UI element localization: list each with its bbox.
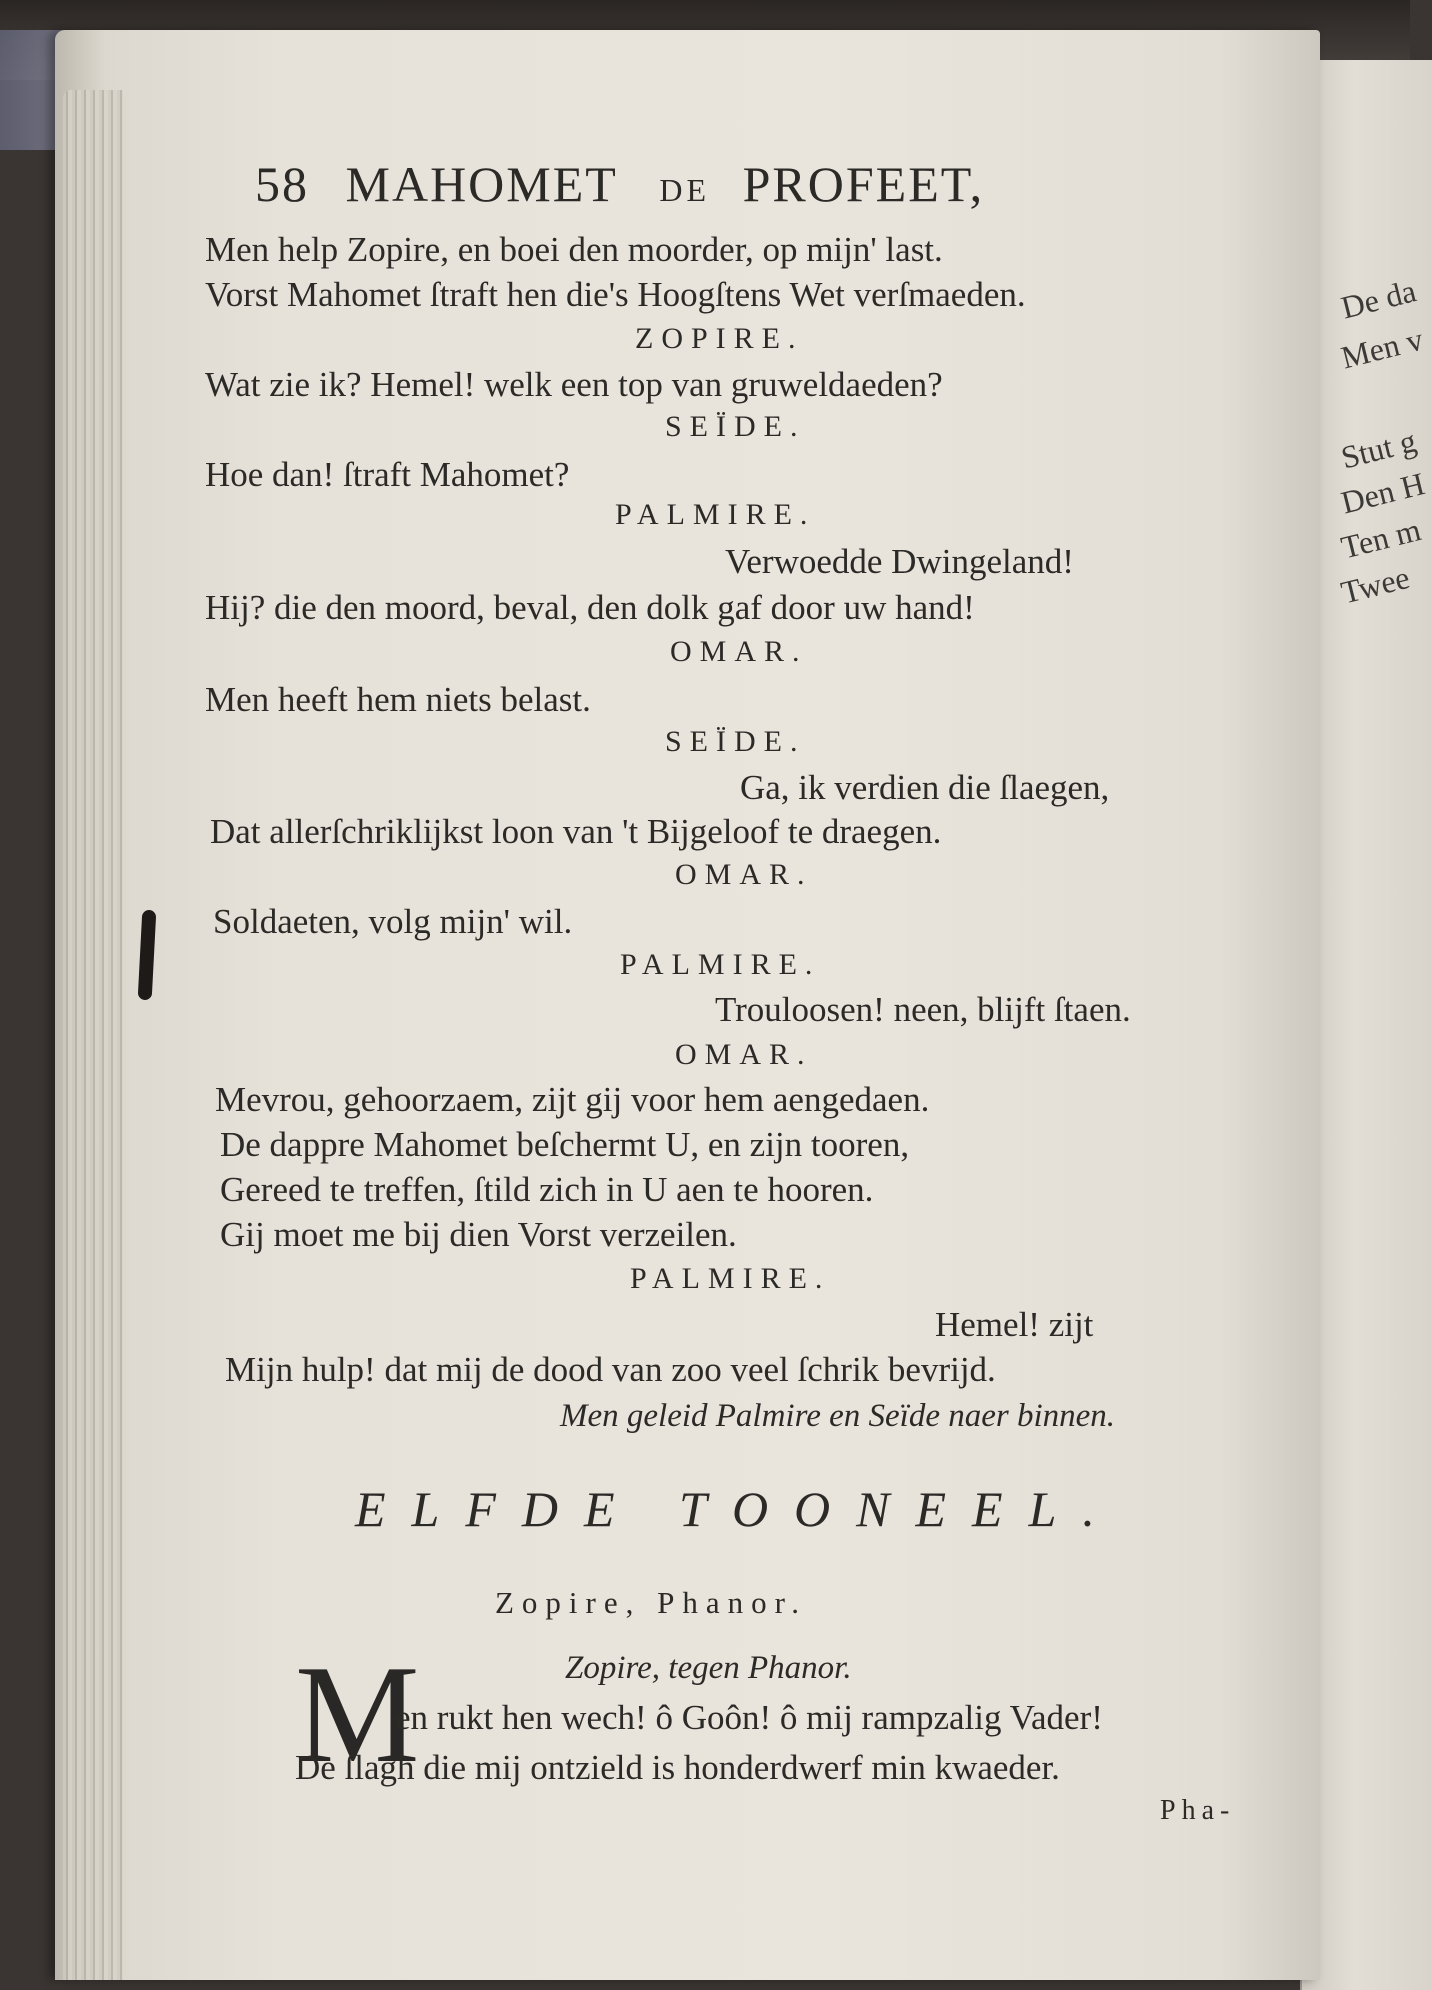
verse-line: Mevrou, gehoorzaem, zijt gij voor hem aengedaen. — [215, 1080, 930, 1119]
facing-line: Den H — [1337, 465, 1429, 521]
verse-line: Ga, ik verdien die ſlaegen, — [740, 768, 1110, 807]
verse-line: Soldaeten, volg mijn' wil. — [213, 902, 573, 941]
verse-line: Mijn hulp! dat mij de dood van zoo veel ſchrik bevrijd. — [225, 1350, 996, 1389]
header-title: MAHOMET — [345, 156, 617, 212]
verse-line: Vorst Mahomet ſtraft hen die's Hoogſtens Wet verſmaeden. — [205, 275, 1026, 314]
verse-line: Gij moet me bij dien Vorst verzeilen. — [220, 1215, 737, 1254]
book-page — [55, 30, 1320, 1980]
facing-line: Ten m — [1337, 511, 1425, 566]
scene-title: ELFDE TOONEEL. — [355, 1481, 1121, 1537]
verse-line: Gereed te treffen, ſtild zich in U aen te hooren. — [220, 1170, 874, 1209]
verse-line: en rukt hen wech! ô Goôn! ô mij rampzalig Vader! — [395, 1698, 1103, 1737]
scene-cast: Zopire, Phanor. — [495, 1585, 807, 1620]
verse-line: Dat allerſchriklijkst loon van 't Bijgeloof te draegen. — [210, 812, 942, 851]
speaker-name: PALMIRE. — [620, 948, 821, 981]
page-number: 58 — [255, 156, 309, 212]
verse-line: Men heeft hem niets belast. — [205, 680, 591, 719]
drop-cap: M — [295, 1637, 420, 1792]
verse-line: Trouloosen! neen, blijft ſtaen. — [715, 990, 1131, 1029]
verse-line: Verwoedde Dwingeland! — [725, 542, 1074, 581]
facing-line: De da — [1337, 272, 1420, 326]
speaker-name: SEÏDE. — [665, 410, 806, 443]
speaker-name: OMAR. — [675, 858, 813, 891]
verse-line: De ſlagh die mij ontzield is honderdwerf min kwaeder. — [295, 1748, 1060, 1787]
speaker-name: OMAR. — [675, 1038, 813, 1071]
facing-line: Twee — [1337, 558, 1414, 611]
verse-line: Wat zie ik? Hemel! welk een top van gruweldaeden? — [205, 365, 943, 404]
header-profeet: PROFEET, — [742, 156, 985, 212]
verse-line: Hemel! zijt — [935, 1305, 1094, 1344]
verse-line: Hoe dan! ſtraft Mahomet? — [205, 455, 570, 494]
verse-line: Men help Zopire, en boei den moorder, op mijn' last. — [205, 230, 943, 269]
speaker-name: OMAR. — [670, 635, 808, 668]
page-text — [55, 30, 1320, 1980]
speaker-name: ZOPIRE. — [635, 322, 804, 355]
catchword: Pha- — [1160, 1795, 1236, 1826]
running-header — [255, 155, 984, 213]
stage-direction: Men geleid Palmire en Seïde naer binnen. — [560, 1398, 1116, 1434]
facing-line: Stut g — [1337, 422, 1420, 476]
speaker-name: PALMIRE. — [630, 1262, 831, 1295]
speaker-name: PALMIRE. — [615, 498, 816, 531]
facing-line: Men v — [1337, 320, 1427, 376]
scene-stage-direction: Zopire, tegen Phanor. — [565, 1650, 852, 1686]
speaker-name: SEÏDE. — [665, 725, 806, 758]
header-de: DE — [659, 172, 711, 208]
verse-line: De dappre Mahomet beſchermt U, en zijn tooren, — [220, 1125, 910, 1164]
verse-line: Hij? die den moord, beval, den dolk gaf door uw hand! — [205, 588, 975, 627]
